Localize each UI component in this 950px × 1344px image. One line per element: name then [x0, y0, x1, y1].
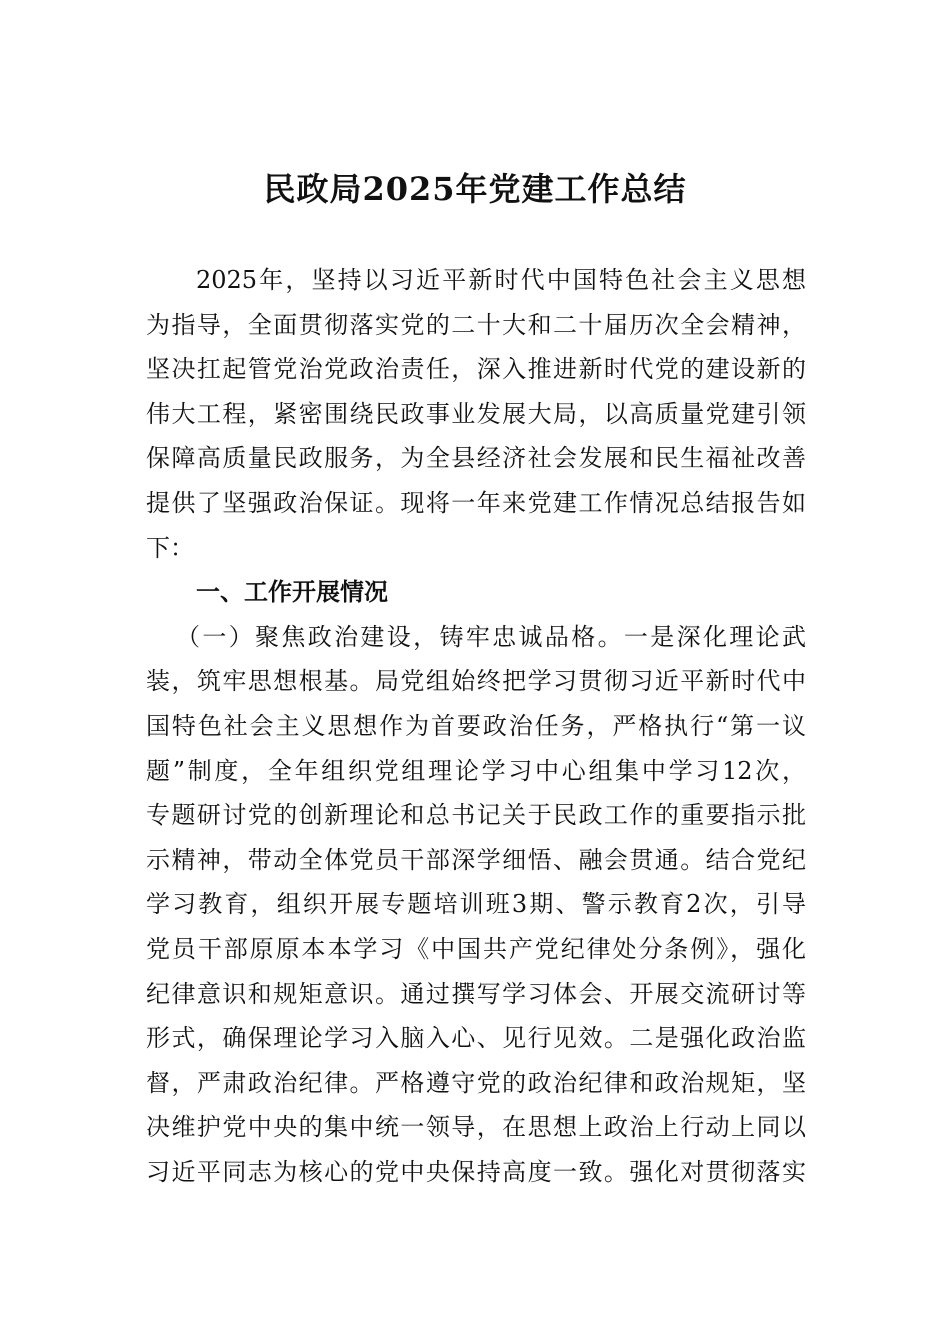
text-line: 国特色社会主义思想作为首要政治任务，严格执行“第一议 [146, 711, 806, 740]
text-line: （一）聚焦政治建设，铸牢忠诚品格。一是深化理论武 [176, 622, 806, 651]
text-line: 保障高质量民政服务，为全县经济社会发展和民生福祉改善 [146, 444, 806, 473]
text-line: 提供了坚强政治保证。现将一年来党建工作情况总结报告如 [146, 488, 806, 517]
text-line: 伟大工程，紧密围绕民政事业发展大局，以高质量党建引领 [146, 399, 806, 428]
text-line: 学习教育，组织开展专题培训班3期、警示教育2次，引导 [146, 890, 806, 919]
section1-paragraph [146, 615, 806, 1195]
text-line: 决维护党中央的集中统一领导，在思想上政治上行动上同以 [146, 1113, 806, 1142]
text-line: 督，严肃政治纪律。严格遵守党的政治纪律和政治规矩，坚 [146, 1068, 806, 1097]
text-line: 坚决扛起管党治党政治责任，深入推进新时代党的建设新的 [146, 355, 806, 384]
text-line: 党员干部原原本本学习《中国共产党纪律处分条例》，强化 [146, 934, 806, 963]
document-title: 民政局2025年党建工作总结 [263, 170, 687, 208]
text-line: 习近平同志为核心的党中央保持高度一致。强化对贯彻落实 [146, 1157, 806, 1186]
text-line: 题”制度，全年组织党组理论学习中心组集中学习12次， [146, 756, 806, 785]
text-line: 纪律意识和规矩意识。通过撰写学习体会、开展交流研讨等 [146, 979, 806, 1008]
document-body [146, 258, 806, 1194]
text-line: 为指导，全面贯彻落实党的二十大和二十届历次全会精神， [146, 310, 806, 339]
text-line: 下： [146, 533, 194, 562]
text-line: 2025年，坚持以习近平新时代中国特色社会主义思想 [196, 266, 806, 294]
section-heading: 一、工作开展情况 [196, 578, 388, 607]
text-line: 专题研讨党的创新理论和总书记关于民政工作的重要指示批 [146, 801, 806, 830]
intro-paragraph [146, 258, 806, 570]
text-line: 装，筑牢思想根基。局党组始终把学习贯彻习近平新时代中 [146, 667, 806, 696]
text-line: 示精神，带动全体党员干部深学细悟、融会贯通。结合党纪 [146, 845, 806, 874]
text-line: 形式，确保理论学习入脑入心、见行见效。二是强化政治监 [146, 1024, 806, 1053]
